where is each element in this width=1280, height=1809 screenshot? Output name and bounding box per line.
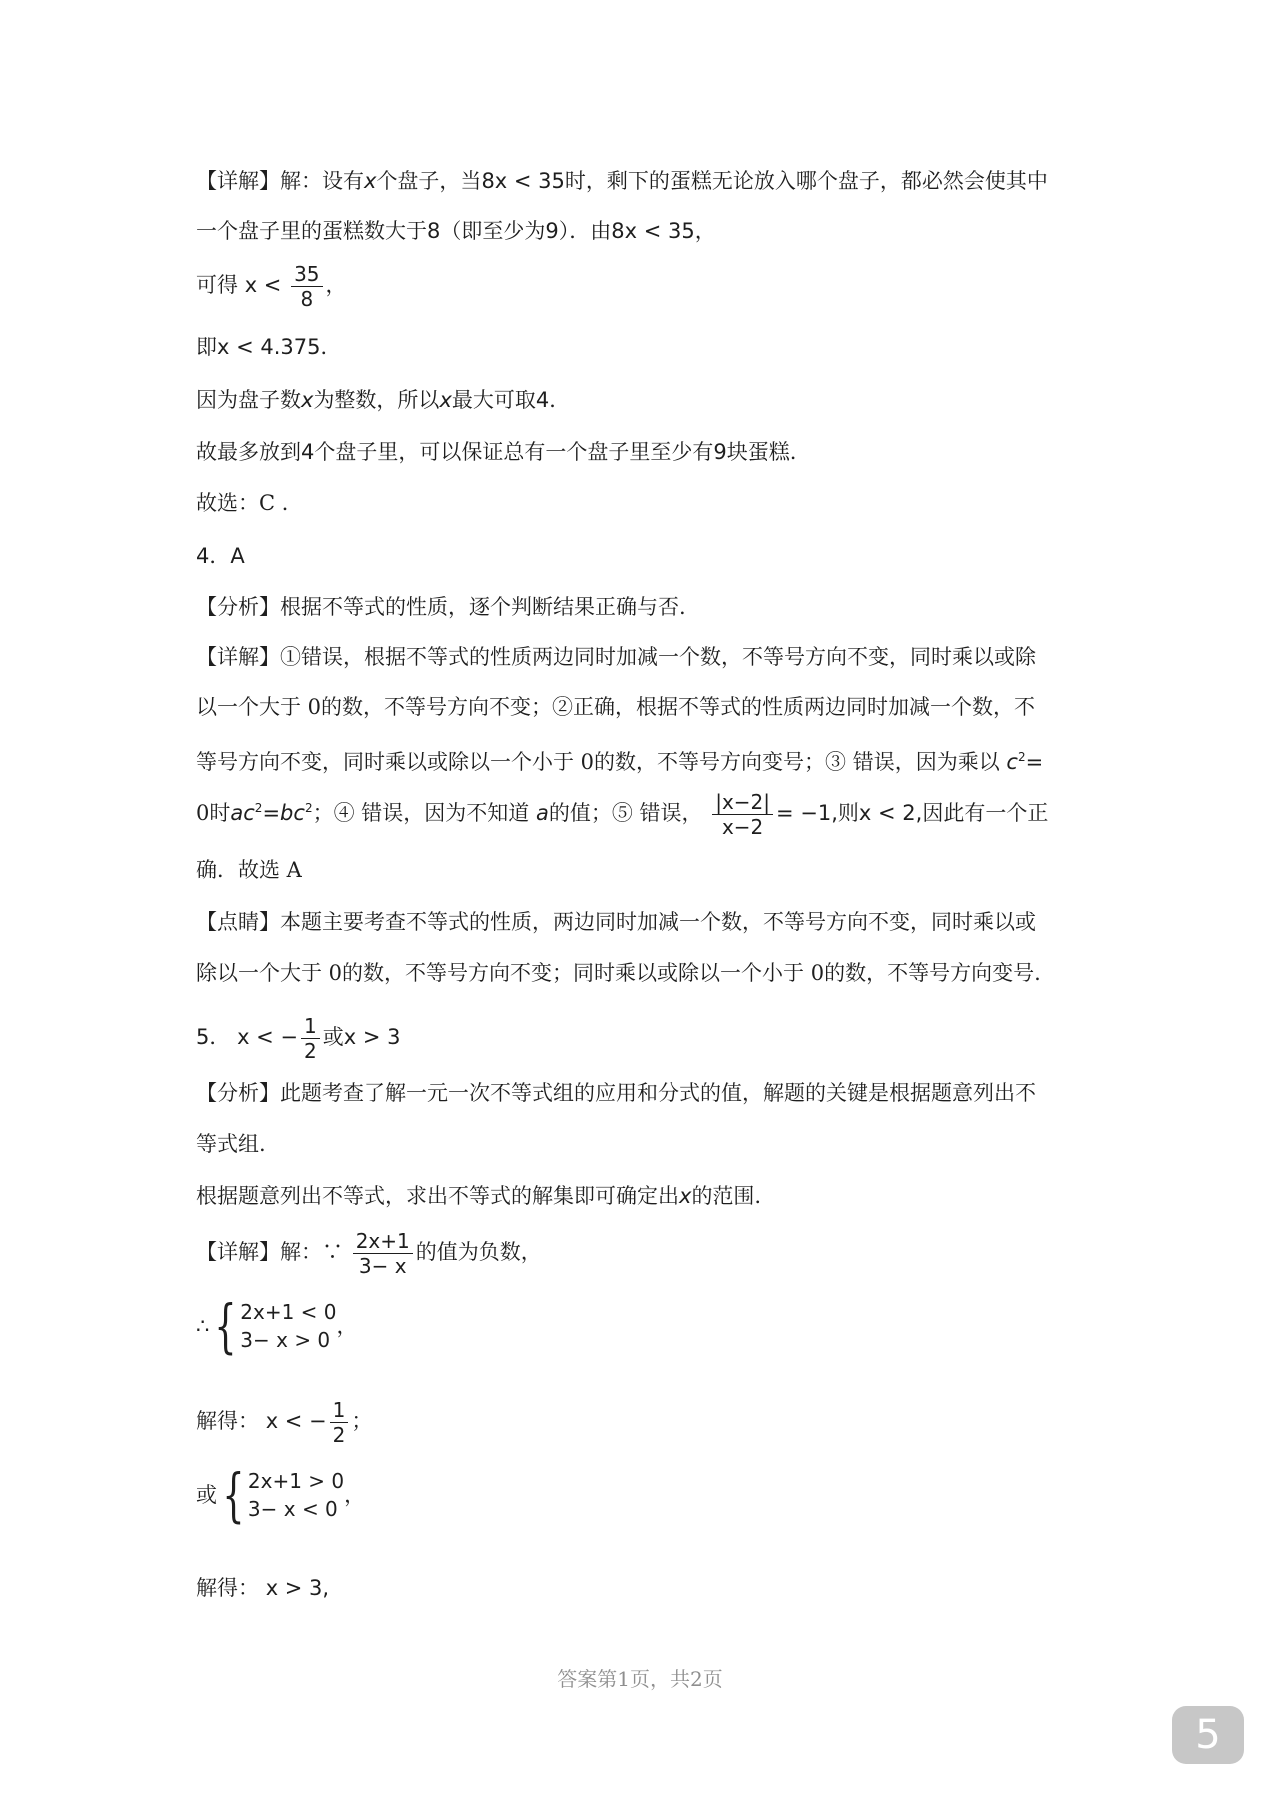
text: 【详解】解：设有 bbox=[196, 169, 364, 193]
inequality: x < 2, bbox=[858, 801, 923, 825]
variable: ac bbox=[230, 801, 255, 825]
inequality: 8x < 35 bbox=[611, 219, 695, 243]
number: 9 bbox=[713, 440, 727, 464]
q4-analysis: 【分析】根据不等式的性质，逐个判断结果正确与否. bbox=[196, 595, 686, 619]
variable: a bbox=[535, 801, 549, 825]
equals-sign: = bbox=[262, 801, 281, 825]
variable: c bbox=[1006, 750, 1018, 774]
fraction-numerator: 1 bbox=[301, 1014, 320, 1039]
text: ）．由 bbox=[558, 219, 612, 243]
page-footer: 答案第1页，共2页 bbox=[557, 1667, 723, 1691]
number: 8 bbox=[427, 219, 441, 243]
q5-system-2 bbox=[196, 1461, 366, 1529]
q5-system-1 bbox=[196, 1292, 358, 1360]
equals-sign: = bbox=[1025, 750, 1044, 774]
text: ， bbox=[325, 273, 347, 297]
q5-detail-line-1 bbox=[196, 1229, 542, 1278]
text: 解得： bbox=[196, 1409, 259, 1433]
number: 4 bbox=[535, 388, 550, 412]
text: ． bbox=[549, 388, 571, 412]
inequality: x < − bbox=[237, 1025, 299, 1049]
fraction-numerator: 35 bbox=[291, 262, 322, 287]
text: 可得 bbox=[196, 273, 238, 297]
text: 块蛋糕. bbox=[726, 440, 797, 464]
text: 或 bbox=[322, 1025, 344, 1049]
text: ， bbox=[336, 1314, 358, 1338]
text: 时，剩下的蛋糕无论放入哪个盘子，都必然会使其中 bbox=[564, 169, 1048, 193]
q3-conclusion: 故选：C ． bbox=[196, 491, 303, 515]
q4-point-line-2: 除以一个大于 0的数，不等号方向不变；同时乘以或除以一个小于 0的数，不等号方向变号. bbox=[196, 961, 1041, 985]
fraction bbox=[330, 1398, 349, 1447]
text: 或 bbox=[196, 1483, 217, 1507]
text: 一个盘子里的蛋糕数大于 bbox=[196, 219, 427, 243]
equation: = −1, bbox=[776, 801, 838, 825]
text: 个盘子，当 bbox=[376, 169, 482, 193]
exponent: 2 bbox=[254, 801, 263, 815]
fraction bbox=[291, 262, 322, 311]
inequality: 8x < 35 bbox=[481, 169, 565, 193]
text: 则 bbox=[837, 801, 859, 825]
q3-line-3 bbox=[196, 262, 347, 311]
fraction-numerator: 1 bbox=[330, 1398, 349, 1423]
fraction-denominator: x−2 bbox=[721, 815, 764, 839]
q5-analysis-line-2: 等式组. bbox=[196, 1132, 266, 1156]
text: ， bbox=[344, 1483, 366, 1507]
therefore-symbol: ∴ bbox=[196, 1314, 210, 1338]
q4-detail-line-3 bbox=[196, 742, 1043, 777]
fraction bbox=[712, 790, 773, 839]
fraction-denominator: 2 bbox=[332, 1423, 346, 1447]
variable: bc bbox=[280, 801, 305, 825]
text: 最大可取 bbox=[451, 388, 536, 412]
text: 为整数，所以 bbox=[313, 388, 440, 412]
text: 因为盘子数 bbox=[196, 388, 301, 412]
text: 0时 bbox=[196, 801, 231, 825]
text: ． bbox=[320, 335, 342, 359]
text: 个盘子里，可以保证总有一个盘子里至少有 bbox=[314, 440, 714, 464]
text: 即 bbox=[196, 335, 217, 359]
exponent: 2 bbox=[1017, 750, 1026, 764]
q4-detail-line-4 bbox=[196, 790, 1048, 839]
fraction-denominator: 8 bbox=[300, 287, 314, 311]
system-row: 3− x > 0 bbox=[240, 1328, 331, 1352]
fraction-numerator: |x−2| bbox=[712, 790, 773, 815]
q4-point-line-1: 【点睛】本题主要考查不等式的性质，两边同时加减一个数，不等号方向不变，同时乘以或 bbox=[196, 910, 1036, 934]
inequality: x < 4.375 bbox=[217, 335, 321, 359]
text: ；④ 错误，因为不知道 bbox=[312, 801, 530, 825]
fraction-numerator: 2x+1 bbox=[353, 1229, 413, 1254]
fraction-denominator: 3− x bbox=[358, 1254, 407, 1278]
system-row: 2x+1 < 0 bbox=[240, 1300, 337, 1324]
text: 因此有一个正 bbox=[922, 801, 1049, 825]
number: 4 bbox=[301, 440, 315, 464]
q4-detail-line-1: 【详解】①错误，根据不等式的性质两边同时加减一个数，不等号方向不变，同时乘以或除 bbox=[196, 645, 1036, 669]
text: 的值为负数， bbox=[415, 1240, 542, 1264]
q3-line-1 bbox=[196, 166, 1048, 196]
q5-solution-2 bbox=[196, 1573, 329, 1603]
text: ； bbox=[351, 1409, 373, 1433]
text: （即至少为 bbox=[440, 219, 546, 243]
inequality: x < − bbox=[265, 1409, 327, 1433]
q3-line-2 bbox=[196, 216, 716, 246]
fraction-denominator: 2 bbox=[304, 1039, 317, 1063]
q5-analysis-line-3 bbox=[196, 1181, 761, 1211]
left-brace-icon: { bbox=[222, 1461, 245, 1529]
q4-detail-line-2: 以一个大于 0的数，不等号方向不变；②正确，根据不等式的性质两边同时加减一个数，不 bbox=[196, 695, 1036, 719]
inequality: x > 3, bbox=[265, 1576, 330, 1600]
page-number-badge[interactable]: 5 bbox=[1172, 1706, 1244, 1764]
q5-answer-heading bbox=[196, 1014, 401, 1063]
q3-line-5 bbox=[196, 385, 570, 415]
system-row: 3− x < 0 bbox=[247, 1497, 338, 1521]
text: ， bbox=[694, 219, 716, 243]
text: 的值；⑤ 错误， bbox=[548, 801, 703, 825]
text: 【详解】解：∵ bbox=[196, 1240, 343, 1264]
q4-detail-line-5: 确．故选 A bbox=[196, 858, 302, 882]
text: 故最多放到 bbox=[196, 440, 301, 464]
text: 的范围. bbox=[691, 1184, 762, 1208]
question-number: 5． bbox=[196, 1025, 231, 1049]
text: 根据题意列出不等式，求出不等式的解集即可确定出 bbox=[196, 1184, 679, 1208]
inequality-system bbox=[196, 1292, 358, 1360]
q3-line-6 bbox=[196, 437, 796, 467]
left-brace-icon: { bbox=[214, 1292, 237, 1360]
q4-answer-heading: 4．A bbox=[196, 544, 245, 568]
q5-analysis-line-1: 【分析】此题考查了解一元一次不等式组的应用和分式的值，解题的关键是根据题意列出不 bbox=[196, 1081, 1036, 1105]
system-rows bbox=[248, 1467, 344, 1523]
variable: x bbox=[364, 169, 377, 193]
fraction bbox=[301, 1014, 320, 1063]
text: 等号方向不变，同时乘以或除以一个小于 0的数，不等号方向变号；③ 错误，因为乘以 bbox=[196, 750, 1000, 774]
q5-solution-1 bbox=[196, 1398, 372, 1447]
fraction bbox=[353, 1229, 413, 1278]
inequality: x > 3 bbox=[343, 1025, 401, 1049]
exponent: 2 bbox=[304, 801, 313, 815]
inequality-system bbox=[196, 1461, 366, 1529]
variable: x bbox=[301, 388, 314, 412]
inequality: x < bbox=[244, 273, 282, 297]
q3-line-4 bbox=[196, 332, 342, 362]
system-row: 2x+1 > 0 bbox=[247, 1469, 345, 1493]
system-rows bbox=[240, 1298, 336, 1354]
number: 9 bbox=[545, 219, 559, 243]
variable: x bbox=[439, 388, 452, 412]
variable: x bbox=[679, 1184, 692, 1208]
text: 解得： bbox=[196, 1576, 259, 1600]
